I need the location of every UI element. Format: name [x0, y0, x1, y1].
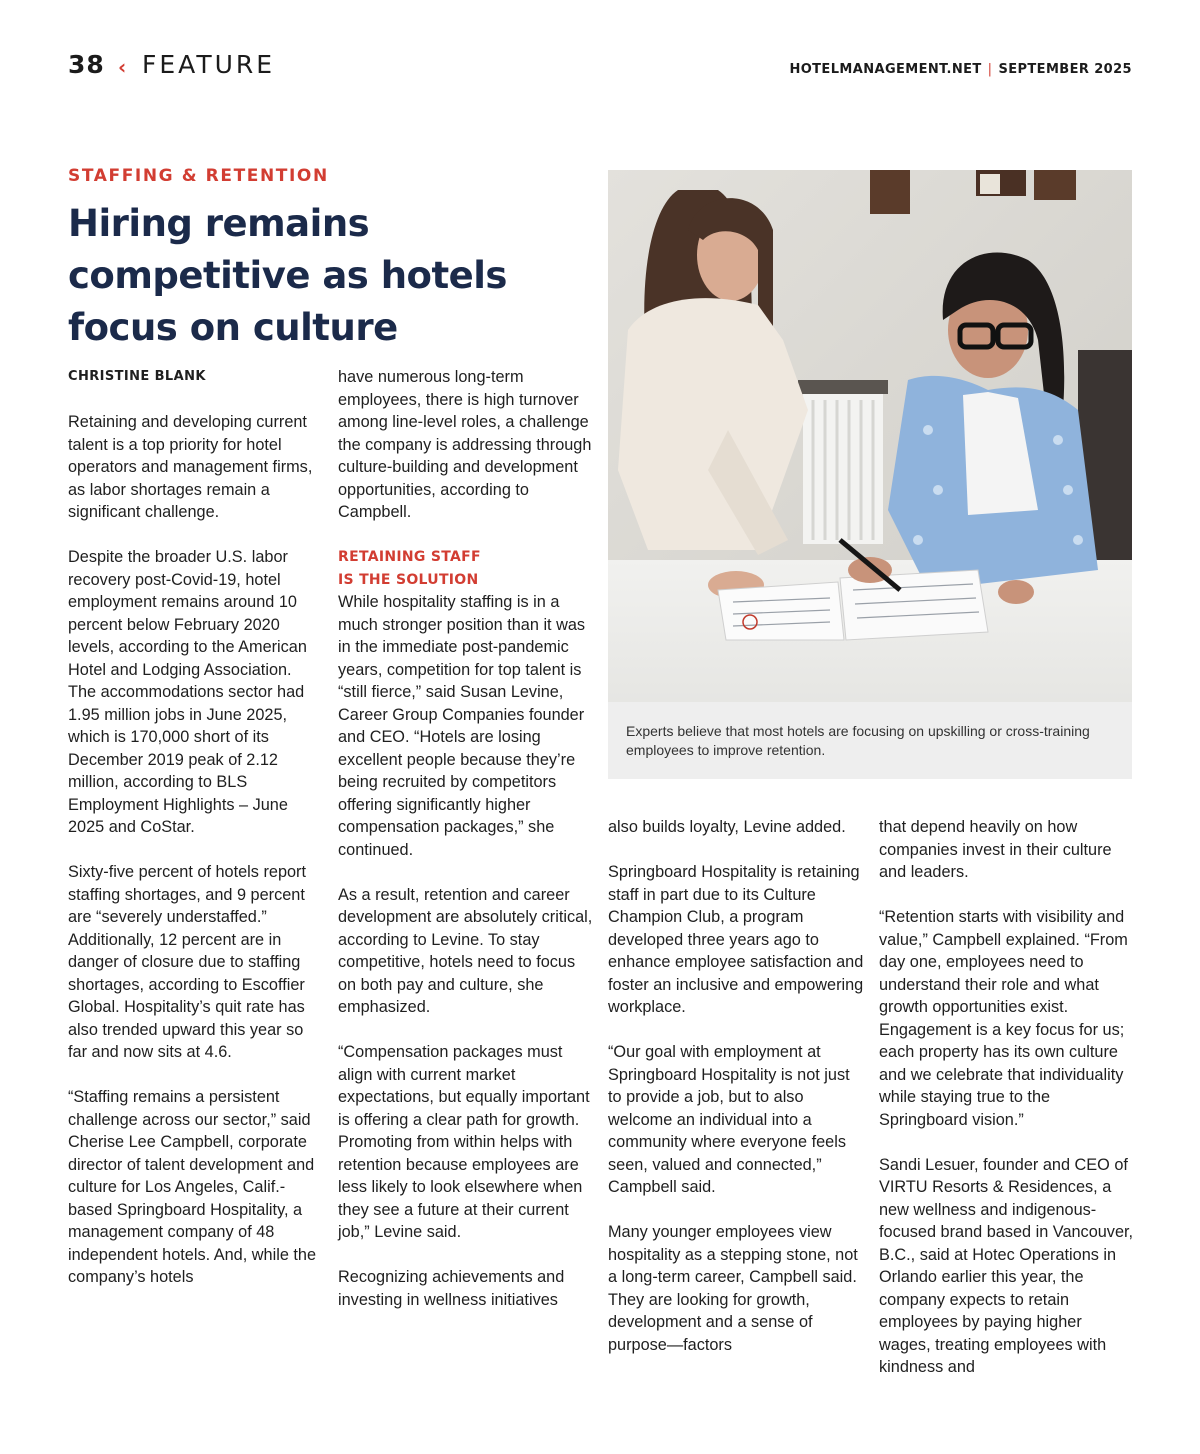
paragraph: Sandi Lesuer, founder and CEO of VIRTU Resorts & Residences, a new wellness and indigenous-focused brand based in Vancouver, B.C., said at Hotec Operations in Orlando earlier this year, the company expects to retain employees by paying higher wages, treating employees with kindness and: [879, 1155, 1134, 1376]
site-name: HOTELMANAGEMENT.NET: [789, 62, 982, 77]
paragraph: As a result, retention and career development are absolutely critical, according to Levine. To stay competitive, hotels need to focus on both pay and culture, she emphasized.: [338, 885, 593, 1016]
paragraph: Recognizing achievements and investing in wellness initiatives: [338, 1268, 565, 1309]
photo-caption-box: [608, 702, 1132, 779]
chevron-left-icon: ‹: [118, 55, 127, 79]
separator: |: [987, 62, 993, 77]
kicker: STAFFING & RETENTION: [68, 166, 329, 186]
body-column-3: [608, 816, 866, 1356]
headline-line: competitive as hotels: [68, 254, 507, 297]
paragraph: Retaining and developing current talent is a top priority for hotel operators and management firms, as labor shortages remain a significant challenge.: [68, 413, 313, 521]
photo-caption: Experts believe that most hotels are focusing on upskilling or cross-training employees to improve retention.: [626, 723, 1090, 758]
paragraph: “Retention starts with visibility and value,” Campbell explained. “From day one, employees need to understand their role and what growth opportunities exist. Engagement is a key focus for us; each property has its own culture and we celebrate that individuality while staying true to the Springboard vision.”: [879, 908, 1128, 1129]
publication-info: [789, 62, 1132, 77]
headline-line: focus on culture: [68, 306, 398, 349]
body-column-4: [879, 816, 1135, 1379]
paragraph: that depend heavily on how companies invest in their culture and leaders.: [879, 818, 1112, 881]
page-header: [68, 50, 1132, 84]
paragraph: Many younger employees view hospitality as a stepping stone, not a long-term career, Campbell said. They are looking for growth, development and a sense of purpose—factors: [608, 1223, 858, 1354]
paragraph: “Staffing remains a persistent challenge across our sector,” said Cherise Lee Campbell, corporate director of talent development and culture for Los Angeles, Calif.-based Springboard Hospitality, a management company of 48 independent hotels. And, while the company’s hotels: [68, 1088, 317, 1286]
paragraph: “Our goal with employment at Springboard Hospitality is not just to provide a job, but to also welcome an individual into a community where everyone feels seen, valued and connected,” Campbell said.: [608, 1043, 850, 1196]
paragraph: have numerous long-term employees, there is high turnover among line-level roles, a challenge the company is addressing through culture-building and development opportunities, according to Campbell.: [338, 368, 592, 521]
byline: CHRISTINE BLANK: [68, 369, 206, 384]
subhead-line: IS THE SOLUTION: [338, 571, 479, 588]
subhead: [338, 546, 594, 591]
subhead-line: RETAINING STAFF: [338, 549, 481, 565]
headline-line: Hiring remains: [68, 202, 370, 245]
body-column-1: [68, 366, 320, 1289]
section-label: FEATURE: [142, 50, 276, 79]
paragraph: “Compensation packages must align with current market expectations, but equally important is offering a clear path for growth. Promoting from within helps with retention because employees are less likely to look elsewhere when they see a future at their current job,” Levine said.: [338, 1043, 590, 1241]
body-column-2: [338, 366, 594, 1311]
photo-illustration: [608, 170, 1132, 702]
paragraph: Despite the broader U.S. labor recovery post-Covid-19, hotel employment remains around 10 percent below February 2020 levels, according to the American Hotel and Lodging Association. The accommodations sector had 1.95 million jobs in June 2025, which is 170,000 short of its December 2019 peak of 2.12 million, according to BLS Employment Highlights – June 2025 and CoStar.: [68, 548, 307, 836]
article-photo: [608, 170, 1132, 702]
paragraph: also builds loyalty, Levine added.: [608, 818, 846, 836]
headline: [68, 198, 588, 354]
issue-date: SEPTEMBER 2025: [998, 62, 1132, 77]
paragraph: Sixty-five percent of hotels report staffing shortages, and 9 percent are “severely understaffed.” Additionally, 12 percent are in danger of closure due to staffing shortages, according to Escoffier Global. Hospitality’s quit rate has also trended upward this year so far and now sits at 4.6.: [68, 863, 306, 1061]
paragraph: While hospitality staffing is in a much stronger position than it was in the immediate post-pandemic years, competition for top talent is “still fierce,” said Susan Levine, Career Group Companies founder and CEO. “Hotels are losing excellent people because they’re being recruited by competitors offering significantly higher compensation packages,” she continued.: [338, 593, 586, 859]
paragraph: Springboard Hospitality is retaining staff in part due to its Culture Champion Club, a program developed three years ago to enhance employee satisfaction and foster an inclusive and empowering workplace.: [608, 863, 864, 1016]
page-number: 38: [68, 50, 105, 79]
